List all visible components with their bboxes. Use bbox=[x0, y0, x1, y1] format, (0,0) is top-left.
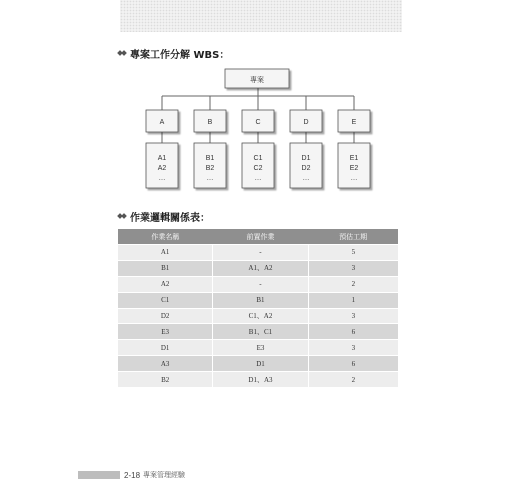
cell-predecessor: C1、A2 bbox=[213, 308, 308, 324]
cell-task-name: A3 bbox=[118, 356, 213, 372]
wbs-branch-label: E bbox=[351, 119, 357, 126]
cell-task-name: D1 bbox=[118, 340, 213, 356]
page-footer bbox=[78, 470, 185, 480]
table-row bbox=[118, 372, 398, 387]
cell-task-name: D2 bbox=[118, 308, 213, 324]
dependency-table bbox=[118, 229, 398, 387]
cell-predecessor: D1、A3 bbox=[213, 372, 308, 387]
column-header-duration: 預估工期 bbox=[308, 229, 398, 245]
wbs-branch-label: B bbox=[207, 119, 213, 126]
cell-task-name: B1 bbox=[118, 260, 213, 276]
table-row bbox=[118, 276, 398, 292]
cell-task-name: E3 bbox=[118, 324, 213, 340]
cell-task-name: A2 bbox=[118, 276, 213, 292]
cell-duration: 2 bbox=[308, 276, 398, 292]
dependency-heading-text: 作業邏輯關係表： bbox=[130, 213, 210, 224]
wbs-item-label: … bbox=[350, 175, 358, 182]
cell-predecessor: - bbox=[213, 276, 308, 292]
footer-bar bbox=[78, 471, 120, 479]
column-header-predecessor: 前置作業 bbox=[213, 229, 308, 245]
table-header-row bbox=[118, 229, 398, 245]
wbs-root-label: 專案 bbox=[250, 77, 264, 84]
wbs-item-label: D2 bbox=[301, 165, 311, 172]
cell-duration: 6 bbox=[308, 324, 398, 340]
cell-duration: 3 bbox=[308, 308, 398, 324]
wbs-item-label: B2 bbox=[205, 165, 215, 172]
table-row bbox=[118, 324, 398, 340]
cell-duration: 5 bbox=[308, 245, 398, 261]
wbs-diagram bbox=[0, 0, 520, 210]
table-row bbox=[118, 308, 398, 324]
wbs-item-label: A2 bbox=[157, 165, 167, 172]
wbs-boxes bbox=[146, 69, 370, 188]
wbs-item-label: … bbox=[158, 175, 166, 182]
table-row bbox=[118, 260, 398, 276]
table-row bbox=[118, 356, 398, 372]
cell-duration: 2 bbox=[308, 372, 398, 387]
page-number: 2-18 bbox=[124, 470, 141, 480]
cell-predecessor: B1、C1 bbox=[213, 324, 308, 340]
table-row bbox=[118, 340, 398, 356]
book-title: 專案管理經驗 bbox=[143, 471, 186, 479]
cell-task-name: B2 bbox=[118, 372, 213, 387]
cell-predecessor: A1、A2 bbox=[213, 260, 308, 276]
cell-duration: 1 bbox=[308, 292, 398, 308]
cell-duration: 6 bbox=[308, 356, 398, 372]
wbs-heading-text: 專案工作分解 WBS： bbox=[130, 50, 230, 61]
wbs-item-label: C1 bbox=[253, 155, 263, 162]
wbs-item-label: B1 bbox=[205, 155, 215, 162]
cell-predecessor: - bbox=[213, 245, 308, 261]
wbs-branch-label: D bbox=[303, 119, 309, 126]
wbs-item-label: C2 bbox=[253, 165, 263, 172]
dependency-table-container bbox=[118, 229, 398, 387]
wbs-item-label: … bbox=[254, 175, 262, 182]
cell-predecessor: D1 bbox=[213, 356, 308, 372]
wbs-item-label: E2 bbox=[349, 165, 359, 172]
wbs-branch-label: A bbox=[159, 119, 165, 126]
cell-duration: 3 bbox=[308, 340, 398, 356]
cell-duration: 3 bbox=[308, 260, 398, 276]
cell-predecessor: B1 bbox=[213, 292, 308, 308]
diamond-bullet-icon bbox=[118, 212, 127, 221]
cell-task-name: C1 bbox=[118, 292, 213, 308]
wbs-branch-label: C bbox=[255, 119, 261, 126]
table-row bbox=[118, 292, 398, 308]
wbs-item-label: … bbox=[206, 175, 214, 182]
column-header-task-name: 作業名稱 bbox=[118, 229, 213, 245]
wbs-item-label: A1 bbox=[157, 155, 167, 162]
wbs-item-label: … bbox=[302, 175, 310, 182]
dependency-section-heading bbox=[118, 209, 210, 224]
cell-task-name: A1 bbox=[118, 245, 213, 261]
table-row bbox=[118, 245, 398, 261]
cell-predecessor: E3 bbox=[213, 340, 308, 356]
wbs-item-label: E1 bbox=[349, 155, 359, 162]
wbs-item-label: D1 bbox=[301, 155, 311, 162]
